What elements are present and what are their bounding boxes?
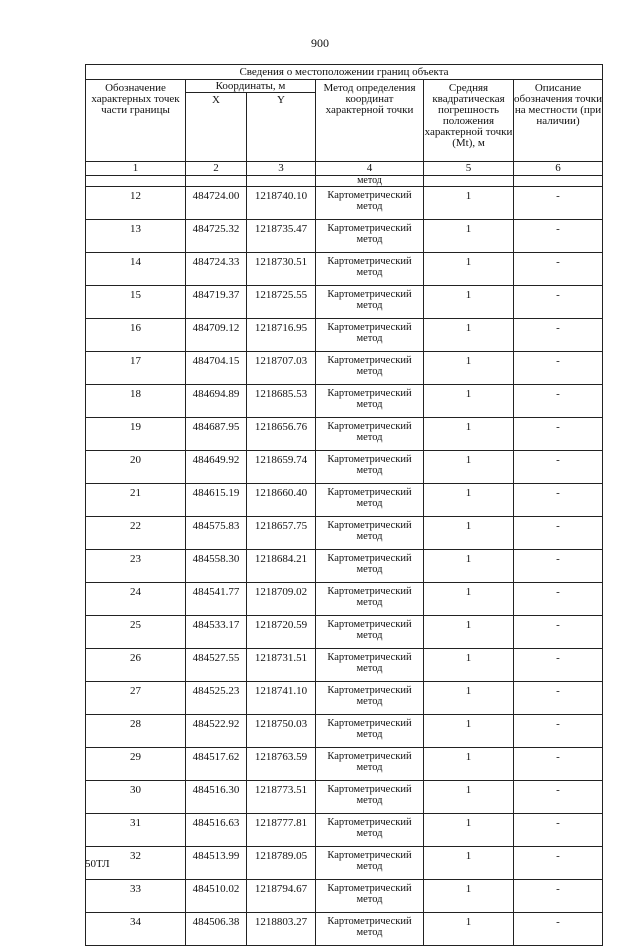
error-cell: 1 [424, 715, 514, 748]
boundary-coordinates-table [85, 64, 603, 946]
method-cell: Картометрический метод [316, 847, 424, 880]
table-row [86, 715, 603, 748]
method-cell: Картометрический метод [316, 319, 424, 352]
y-coordinate-cell: 1218685.53 [247, 385, 316, 418]
header-x: X [186, 93, 247, 162]
y-coordinate-cell: 1218659.74 [247, 451, 316, 484]
table-row [86, 451, 603, 484]
description-cell: - [514, 517, 603, 550]
method-cell: Картометрический метод [316, 583, 424, 616]
x-coordinate-cell: 484724.00 [186, 187, 247, 220]
error-cell: 1 [424, 451, 514, 484]
x-coordinate-cell: 484687.95 [186, 418, 247, 451]
point-number-cell: 32 [86, 847, 186, 880]
description-cell: - [514, 682, 603, 715]
point-number-cell: 30 [86, 781, 186, 814]
x-coordinate-cell: 484615.19 [186, 484, 247, 517]
table-row [86, 781, 603, 814]
y-coordinate-cell: 1218657.75 [247, 517, 316, 550]
point-number-cell: 16 [86, 319, 186, 352]
description-cell: - [514, 880, 603, 913]
error-cell: 1 [424, 319, 514, 352]
point-number-cell: 21 [86, 484, 186, 517]
error-cell: 1 [424, 616, 514, 649]
table-row [86, 748, 603, 781]
method-cell: Картометрический метод [316, 781, 424, 814]
description-cell: - [514, 451, 603, 484]
table-row [86, 517, 603, 550]
error-cell: 1 [424, 814, 514, 847]
description-cell: - [514, 484, 603, 517]
y-coordinate-cell: 1218720.59 [247, 616, 316, 649]
y-coordinate-cell: 1218656.76 [247, 418, 316, 451]
y-coordinate-cell: 1218731.51 [247, 649, 316, 682]
point-number-cell: 31 [86, 814, 186, 847]
y-coordinate-cell: 1218716.95 [247, 319, 316, 352]
error-cell: 1 [424, 649, 514, 682]
page-number: 900 [311, 36, 329, 50]
table-row [86, 682, 603, 715]
y-coordinate-cell: 1218660.40 [247, 484, 316, 517]
point-number-cell: 20 [86, 451, 186, 484]
method-cell: Картометрический метод [316, 451, 424, 484]
description-cell: - [514, 847, 603, 880]
x-coordinate-cell: 484517.62 [186, 748, 247, 781]
error-cell: 1 [424, 187, 514, 220]
y-coordinate-cell: 1218794.67 [247, 880, 316, 913]
continuation-cell [514, 176, 603, 187]
column-number: 6 [514, 162, 603, 176]
error-cell: 1 [424, 286, 514, 319]
y-coordinate-cell: 1218789.05 [247, 847, 316, 880]
error-cell: 1 [424, 781, 514, 814]
footer-mark: 50ТЛ [85, 858, 110, 870]
table-row [86, 319, 603, 352]
error-cell: 1 [424, 550, 514, 583]
description-cell: - [514, 550, 603, 583]
description-cell: - [514, 220, 603, 253]
point-number-cell: 19 [86, 418, 186, 451]
error-cell: 1 [424, 847, 514, 880]
x-coordinate-cell: 484541.77 [186, 583, 247, 616]
y-coordinate-cell: 1218709.02 [247, 583, 316, 616]
y-coordinate-cell: 1218750.03 [247, 715, 316, 748]
table-row [86, 286, 603, 319]
method-cell: Картометрический метод [316, 880, 424, 913]
table-row [86, 847, 603, 880]
method-cell: Картометрический метод [316, 385, 424, 418]
point-number-cell: 13 [86, 220, 186, 253]
continuation-cell [247, 176, 316, 187]
point-number-cell: 23 [86, 550, 186, 583]
y-coordinate-cell: 1218735.47 [247, 220, 316, 253]
table-row [86, 253, 603, 286]
method-cell: Картометрический метод [316, 748, 424, 781]
column-number: 4 [316, 162, 424, 176]
header-designation: Обозначение характерных точек части границы [86, 80, 186, 162]
method-cell: Картометрический метод [316, 814, 424, 847]
x-coordinate-cell: 484525.23 [186, 682, 247, 715]
x-coordinate-cell: 484649.92 [186, 451, 247, 484]
point-number-cell: 34 [86, 913, 186, 946]
table-row [86, 352, 603, 385]
table-row [86, 385, 603, 418]
error-cell: 1 [424, 880, 514, 913]
table-row [86, 616, 603, 649]
header-coordinates: Координаты, м [186, 80, 316, 93]
continuation-cell [86, 176, 186, 187]
error-cell: 1 [424, 583, 514, 616]
x-coordinate-cell: 484533.17 [186, 616, 247, 649]
method-cell: Картометрический метод [316, 220, 424, 253]
description-cell: - [514, 616, 603, 649]
y-coordinate-cell: 1218773.51 [247, 781, 316, 814]
x-coordinate-cell: 484527.55 [186, 649, 247, 682]
error-cell: 1 [424, 682, 514, 715]
method-cell: Картометрический метод [316, 253, 424, 286]
table-row [86, 187, 603, 220]
x-coordinate-cell: 484506.38 [186, 913, 247, 946]
header-error: Средняя квадратическая погрешность положения характерной точки (Mt), м [424, 80, 514, 162]
y-coordinate-cell: 1218707.03 [247, 352, 316, 385]
header-description: Описание обозначения точки на местности (при наличии) [514, 80, 603, 162]
y-coordinate-cell: 1218777.81 [247, 814, 316, 847]
point-number-cell: 27 [86, 682, 186, 715]
method-cell: Картометрический метод [316, 649, 424, 682]
table-row [86, 418, 603, 451]
point-number-cell: 14 [86, 253, 186, 286]
point-number-cell: 26 [86, 649, 186, 682]
continuation-cell [424, 176, 514, 187]
table-row [86, 583, 603, 616]
description-cell: - [514, 583, 603, 616]
point-number-cell: 33 [86, 880, 186, 913]
method-cell: Картометрический метод [316, 913, 424, 946]
method-cell: Картометрический метод [316, 715, 424, 748]
column-number: 3 [247, 162, 316, 176]
method-cell: Картометрический метод [316, 484, 424, 517]
error-cell: 1 [424, 253, 514, 286]
method-cell: Картометрический метод [316, 616, 424, 649]
point-number-cell: 28 [86, 715, 186, 748]
table-row [86, 880, 603, 913]
method-cell: Картометрический метод [316, 352, 424, 385]
x-coordinate-cell: 484575.83 [186, 517, 247, 550]
x-coordinate-cell: 484558.30 [186, 550, 247, 583]
y-coordinate-cell: 1218730.51 [247, 253, 316, 286]
column-number: 1 [86, 162, 186, 176]
x-coordinate-cell: 484724.33 [186, 253, 247, 286]
point-number-cell: 18 [86, 385, 186, 418]
continuation-method: метод [316, 176, 424, 187]
y-coordinate-cell: 1218684.21 [247, 550, 316, 583]
continuation-cell [186, 176, 247, 187]
x-coordinate-cell: 484719.37 [186, 286, 247, 319]
x-coordinate-cell: 484725.32 [186, 220, 247, 253]
x-coordinate-cell: 484709.12 [186, 319, 247, 352]
error-cell: 1 [424, 913, 514, 946]
description-cell: - [514, 385, 603, 418]
x-coordinate-cell: 484516.30 [186, 781, 247, 814]
method-cell: Картометрический метод [316, 517, 424, 550]
point-number-cell: 29 [86, 748, 186, 781]
table-row [86, 550, 603, 583]
point-number-cell: 12 [86, 187, 186, 220]
description-cell: - [514, 418, 603, 451]
point-number-cell: 24 [86, 583, 186, 616]
table-row [86, 814, 603, 847]
description-cell: - [514, 913, 603, 946]
method-cell: Картометрический метод [316, 286, 424, 319]
description-cell: - [514, 814, 603, 847]
description-cell: - [514, 352, 603, 385]
description-cell: - [514, 187, 603, 220]
header-method: Метод определения координат характерной точки [316, 80, 424, 162]
method-cell: Картометрический метод [316, 418, 424, 451]
y-coordinate-cell: 1218725.55 [247, 286, 316, 319]
description-cell: - [514, 715, 603, 748]
method-cell: Картометрический метод [316, 550, 424, 583]
point-number-cell: 25 [86, 616, 186, 649]
point-number-cell: 15 [86, 286, 186, 319]
column-number: 2 [186, 162, 247, 176]
point-number-cell: 17 [86, 352, 186, 385]
x-coordinate-cell: 484522.92 [186, 715, 247, 748]
y-coordinate-cell: 1218763.59 [247, 748, 316, 781]
header-y: Y [247, 93, 316, 162]
table-row [86, 649, 603, 682]
method-cell: Картометрический метод [316, 187, 424, 220]
method-cell: Картометрический метод [316, 682, 424, 715]
column-number: 5 [424, 162, 514, 176]
error-cell: 1 [424, 220, 514, 253]
x-coordinate-cell: 484513.99 [186, 847, 247, 880]
error-cell: 1 [424, 484, 514, 517]
description-cell: - [514, 781, 603, 814]
description-cell: - [514, 319, 603, 352]
error-cell: 1 [424, 517, 514, 550]
x-coordinate-cell: 484516.63 [186, 814, 247, 847]
description-cell: - [514, 649, 603, 682]
error-cell: 1 [424, 352, 514, 385]
point-number-cell: 22 [86, 517, 186, 550]
error-cell: 1 [424, 418, 514, 451]
table-row [86, 220, 603, 253]
table-row [86, 913, 603, 946]
x-coordinate-cell: 484694.89 [186, 385, 247, 418]
description-cell: - [514, 748, 603, 781]
x-coordinate-cell: 484510.02 [186, 880, 247, 913]
error-cell: 1 [424, 385, 514, 418]
y-coordinate-cell: 1218740.10 [247, 187, 316, 220]
y-coordinate-cell: 1218741.10 [247, 682, 316, 715]
description-cell: - [514, 253, 603, 286]
y-coordinate-cell: 1218803.27 [247, 913, 316, 946]
x-coordinate-cell: 484704.15 [186, 352, 247, 385]
table-title: Сведения о местоположении границ объекта [86, 65, 603, 80]
table-row [86, 484, 603, 517]
error-cell: 1 [424, 748, 514, 781]
description-cell: - [514, 286, 603, 319]
